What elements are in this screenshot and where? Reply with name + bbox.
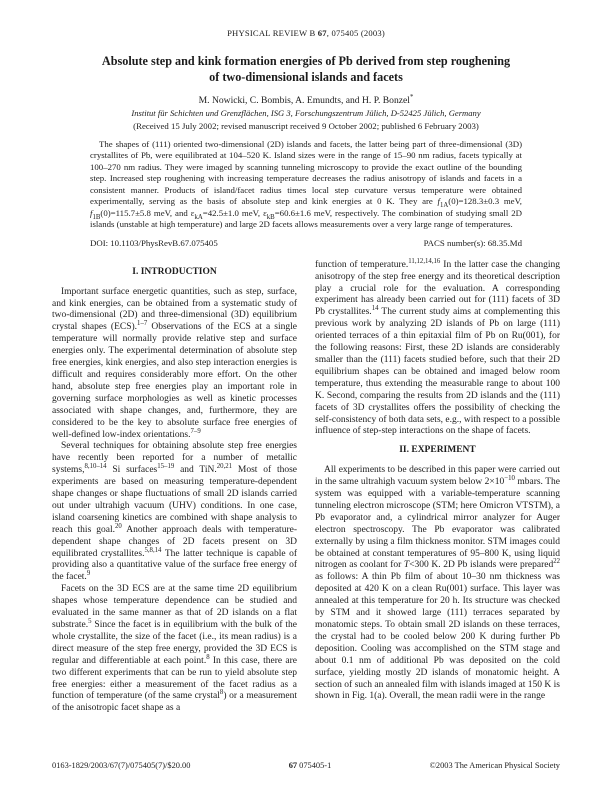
paper-title: Absolute step and kink formation energies of Pb derived from step roughening of two-dimensional islands and facets bbox=[101, 54, 511, 84]
paragraph: Important surface energetic quantities, such as step, surface, and kink energies, can be obtained from a systematic study of two-dimensional (2D) and three-dimensional (3D) equilibrium crystal shapes (ECS).$^{1-7}$ Observations of the ECS at a single temperature will normally provide relative step and surface energies only. The experimental determination of absolute step free energies, kink energies, and also step interaction energies is difficult and requires considerably more effort. On the other hand, absolute step free energies play an important role in governing surface morphologies as well as kinetic processes associated with shape changes, and, furthermore, they are considered to be the key to absolute surface free energies of well-defined low-index orientations.$^{7-9}$ bbox=[52, 286, 297, 440]
footer-copyright: ©2003 The American Physical Society bbox=[429, 761, 560, 770]
authors-line: M. Nowicki, C. Bombis, A. Emundts, and H. P. Bonzel* bbox=[198, 93, 414, 106]
abstract: The shapes of (111) oriented two-dimensional (2D) islands and facets, the latter being part of three-dimensional (3D) crystallites of Pb, were equilibrated at 104–520 K. Island sizes were in the range of 15–90 nm radius, facets typically at 100–270 nm radius. They were imaged by scanning tunneling microscopy to provide the exact outline of the bounding step. Increased step roughening with increasing temperature decreases the radius anisotropy of islands and facets in a consistent manner. Products of island/facet radius times local step curvature versus temperature were obtained experimentally, serving as the basis of absolute step and kink energies at 0 K. They are $f_{1A}(0)=128.3\pm 0.3$ meV, $f_{1B}(0)=115.7\pm 5.8$ meV, and $\varepsilon_{kA}=42.5\pm 1.0$ meV, $\varepsilon_{kB}=60.6\pm 1.6$ meV, respectively. The combination of studying small 2D islands (unstable at high temperature) and large 2D facets allows measurements over a very large range of temperatures. bbox=[90, 138, 523, 230]
footer-issn: 0163-1829/2003/67(7)/075405(7)/$20.00 bbox=[52, 761, 191, 770]
pacs-text: PACS number(s): 68.35.Md bbox=[423, 237, 522, 248]
section-heading: I. INTRODUCTION bbox=[132, 266, 217, 277]
meta-row bbox=[90, 238, 522, 248]
paragraph: All experiments to be described in this paper were carried out in the same ultrahigh vacuum system below $2\times 10^{-10}$ mbars. The system was equipped with a variable-temperature scanning tunneling electron microscope (STM; here Omicron VTSTM), a Pb evaporator and, a cylindrical mirror analyzer for Auger electron spectroscopy. The Pb evaporator was calibrated externally by using a film thickness monitor. STM images could be obtained at constant temperatures of 95–800 K, using liquid nitrogen as coolant for T<300 K. 2D Pb islands were prepared$^{22}$ as follows: A thin Pb film of about 10–30 nm thickness was deposited at 420 K on a clean Ru(001) surface. This layer was annealed at this temperature for 20 h. Its structure was checked by STM and it showed large (111) terraces separated by monatomic steps. To obtain small 2D islands on these terraces, the crystal had to be cooled below 200 K during further Pb deposition. Cooling was accomplished on the STM stage and about 0.1 nm of additional Pb was deposited on the cold surface, yielding mostly 2D islands of monatomic height. A section of such an annealed film with islands imaged at 150 K is shown in Fig. 1(a). Overall, the mean radii were in the range bbox=[315, 465, 560, 702]
paragraph: Facets on the 3D ECS are at the same time 2D equilibrium shapes whose temperature dependence can be studied and evaluated in the same manner as that of 2D islands on a flat substrate.$^5$ Since the facet is in equilibrium with the bulk of the whole crystallite, the size of the facet (i.e., its mean radius) is a direct measure of the step free energy, provided the 3D ECS is regular and differentiable at each point.$^8$ In this case, there are two different experiments that can be run to yield absolute step free energies: either a measurement of the facet radius as a function of temperature (of the same crystal$^8$) or a measurement of the anisotropic facet shape as a bbox=[52, 584, 297, 714]
right-column bbox=[315, 257, 561, 716]
footer-page-number: 67 075405-1 bbox=[288, 761, 332, 770]
section-heading: II. EXPERIMENT bbox=[399, 445, 476, 456]
page-footer bbox=[52, 761, 560, 770]
two-column-body bbox=[52, 257, 561, 716]
left-column bbox=[52, 260, 297, 716]
affiliation-line: Institut für Schichten und Grenzflächen, ISG 3, Forschungszentrum Jülich, D-52425 Jülich, Germany bbox=[131, 107, 481, 118]
received-line: (Received 15 July 2002; revised manuscript received 9 October 2002; published 6 February 2003) bbox=[133, 120, 479, 131]
paragraph: function of temperature.$^{11,12,14,16}$ In the latter case the changing anisotropy of the step free energy and its theoretical description play a crucial role for the evaluation. A corresponding experiment has already been carried out for (111) facets of 3D Pb crystallites.$^{14}$ The current study aims at complementing this previous work by analyzing 2D islands of Pb on large (111) oriented terraces of a thin epitaxial film of Pb on Ru(001), for the following reasons: First, these 2D islands are considerably smaller than the (111) facets studied before, such that their 2D equilibrium shapes can be obtained and imaged below room temperature, thus extending the measurable range to about 100 K. Second, comparing the results from 2D islands and the (111) facets of 3D crystallites offers the possibility of checking the self-consistency of both data sets, e.g., with respect to a possible influence of step-step interactions on the shape of facets. bbox=[315, 257, 561, 437]
paragraph: Several techniques for obtaining absolute step free energies have recently been reported for a number of metallic systems,$^{8,10-14}$ Si surfaces$^{15-19}$ and TiN.$^{20,21}$ Most of those experiments are based on measuring temperature-dependent shape changes or shape fluctuations of small 2D islands carried out under ultrahigh vacuum (UHV) conditions. In one case, island coarsening kinetics are combined with shape analysis to reach this goal.$^{20}$ Another approach deals with temperature-dependent shape changes of 2D facets present on 3D equilibrated crystallites.$^{5,8,14}$ The latter technique is capable of providing also a quantitative value of the surface free energy of the facet.$^9$ bbox=[52, 441, 298, 583]
doi-text: DOI: 10.1103/PhysRevB.67.075405 bbox=[90, 237, 218, 248]
journal-header: PHYSICAL REVIEW B 67, 075405 (2003) bbox=[227, 28, 385, 38]
